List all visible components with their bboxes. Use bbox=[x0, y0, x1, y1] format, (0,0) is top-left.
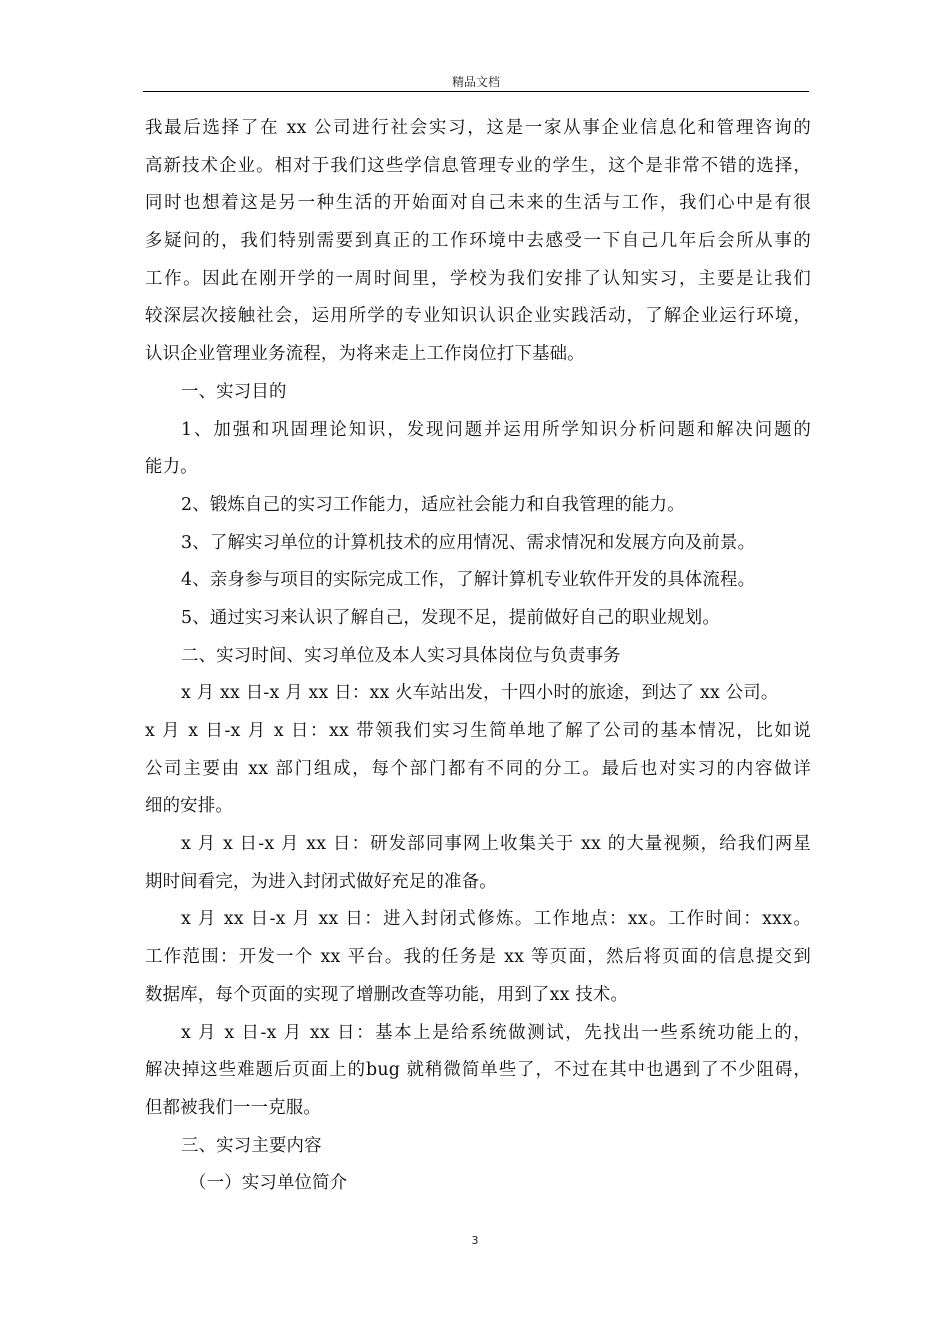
paragraph-line: 我最后选择了在 xx 公司进行社会实习，这是一家从事企业信息化和管理咨询的 bbox=[145, 118, 811, 138]
paragraph-line: x 月 x 日-x 月 xx 日：基本上是给系统做测试，先找出一些系统功能上的， bbox=[181, 1022, 811, 1043]
paragraph-line: x 月 x 日-x 月 xx 日：研发部同事网上收集关于 xx 的大量视频，给我们两星 bbox=[181, 834, 811, 855]
list-item: 1、加强和巩固理论知识，发现问题并运用所学知识分析问题和解决问题的 bbox=[181, 419, 811, 440]
paragraph-line: 期时间看完，为进入封闭式做好充足的准备。 bbox=[145, 871, 497, 892]
paragraph-line: 细的安排。 bbox=[145, 796, 233, 817]
paragraph-line: 工作。因此在刚开学的一周时间里，学校为我们安排了认知实习，主要是让我们 bbox=[145, 268, 811, 289]
paragraph-line: 数据库，每个页面的实现了增删改查等功能，用到了xx 技术。 bbox=[145, 984, 629, 1005]
list-item-continuation: 能力。 bbox=[145, 457, 198, 478]
document-body bbox=[145, 110, 811, 1203]
section-heading: 二、实习时间、实习单位及本人实习具体岗位与负责事务 bbox=[181, 645, 621, 666]
subsection-heading: （一）实习单位简介 bbox=[189, 1173, 348, 1194]
list-item: 2、锻炼自己的实习工作能力，适应社会能力和自我管理的能力。 bbox=[181, 494, 685, 515]
paragraph-line: 同时也想着这是另一种生活的开始面对自己未来的生活与工作，我们心中是有很 bbox=[145, 193, 811, 214]
paragraph-line: 工作范围：开发一个 xx 平台。我的任务是 xx 等页面，然后将页面的信息提交到 bbox=[145, 947, 811, 968]
paragraph-line: 较深层次接触社会，运用所学的专业知识认识企业实践活动，了解企业运行环境， bbox=[145, 306, 811, 327]
paragraph-line: x 月 x 日-x 月 x 日：xx 带领我们实习生简单地了解了公司的基本情况，比如说 bbox=[145, 721, 811, 741]
section-heading: 一、实习目的 bbox=[181, 381, 287, 402]
paragraph-line: x 月 xx 日-x 月 xx 日：xx 火车站出发，十四小时的旅途，到达了 xx 公司。 bbox=[181, 683, 779, 704]
paragraph-line: x 月 xx 日-x 月 xx 日：进入封闭式修炼。工作地点：xx。工作时间：xxx。 bbox=[181, 909, 811, 930]
page-number: 3 bbox=[471, 1234, 479, 1247]
page-header-title: 精品文档 bbox=[451, 75, 500, 89]
list-item: 3、了解实习单位的计算机技术的应用情况、需求情况和发展方向及前景。 bbox=[181, 532, 756, 553]
paragraph-line: 认识企业管理业务流程，为将来走上工作岗位打下基础。 bbox=[145, 344, 585, 365]
paragraph-line: 高新技术企业。相对于我们这些学信息管理专业的学生，这个是非常不错的选择， bbox=[145, 155, 811, 176]
list-item: 4、亲身参与项目的实际完成工作，了解计算机专业软件开发的具体流程。 bbox=[181, 570, 756, 591]
section-heading: 三、实习主要内容 bbox=[181, 1135, 322, 1156]
paragraph-line: 多疑问的，我们特别需要到真正的工作环境中去感受一下自己几年后会所从事的 bbox=[145, 231, 811, 252]
paragraph-line: 但都被我们一一克服。 bbox=[145, 1097, 321, 1118]
paragraph-line: 公司主要由 xx 部门组成，每个部门都有不同的分工。最后也对实习的内容做详 bbox=[145, 758, 811, 779]
header-divider bbox=[143, 91, 809, 92]
list-item: 5、通过实习来认识了解自己，发现不足，提前做好自己的职业规划。 bbox=[181, 607, 720, 628]
paragraph-line: 解决掉这些难题后页面上的bug 就稍微简单些了，不过在其中也遇到了不少阻碍， bbox=[145, 1060, 811, 1081]
